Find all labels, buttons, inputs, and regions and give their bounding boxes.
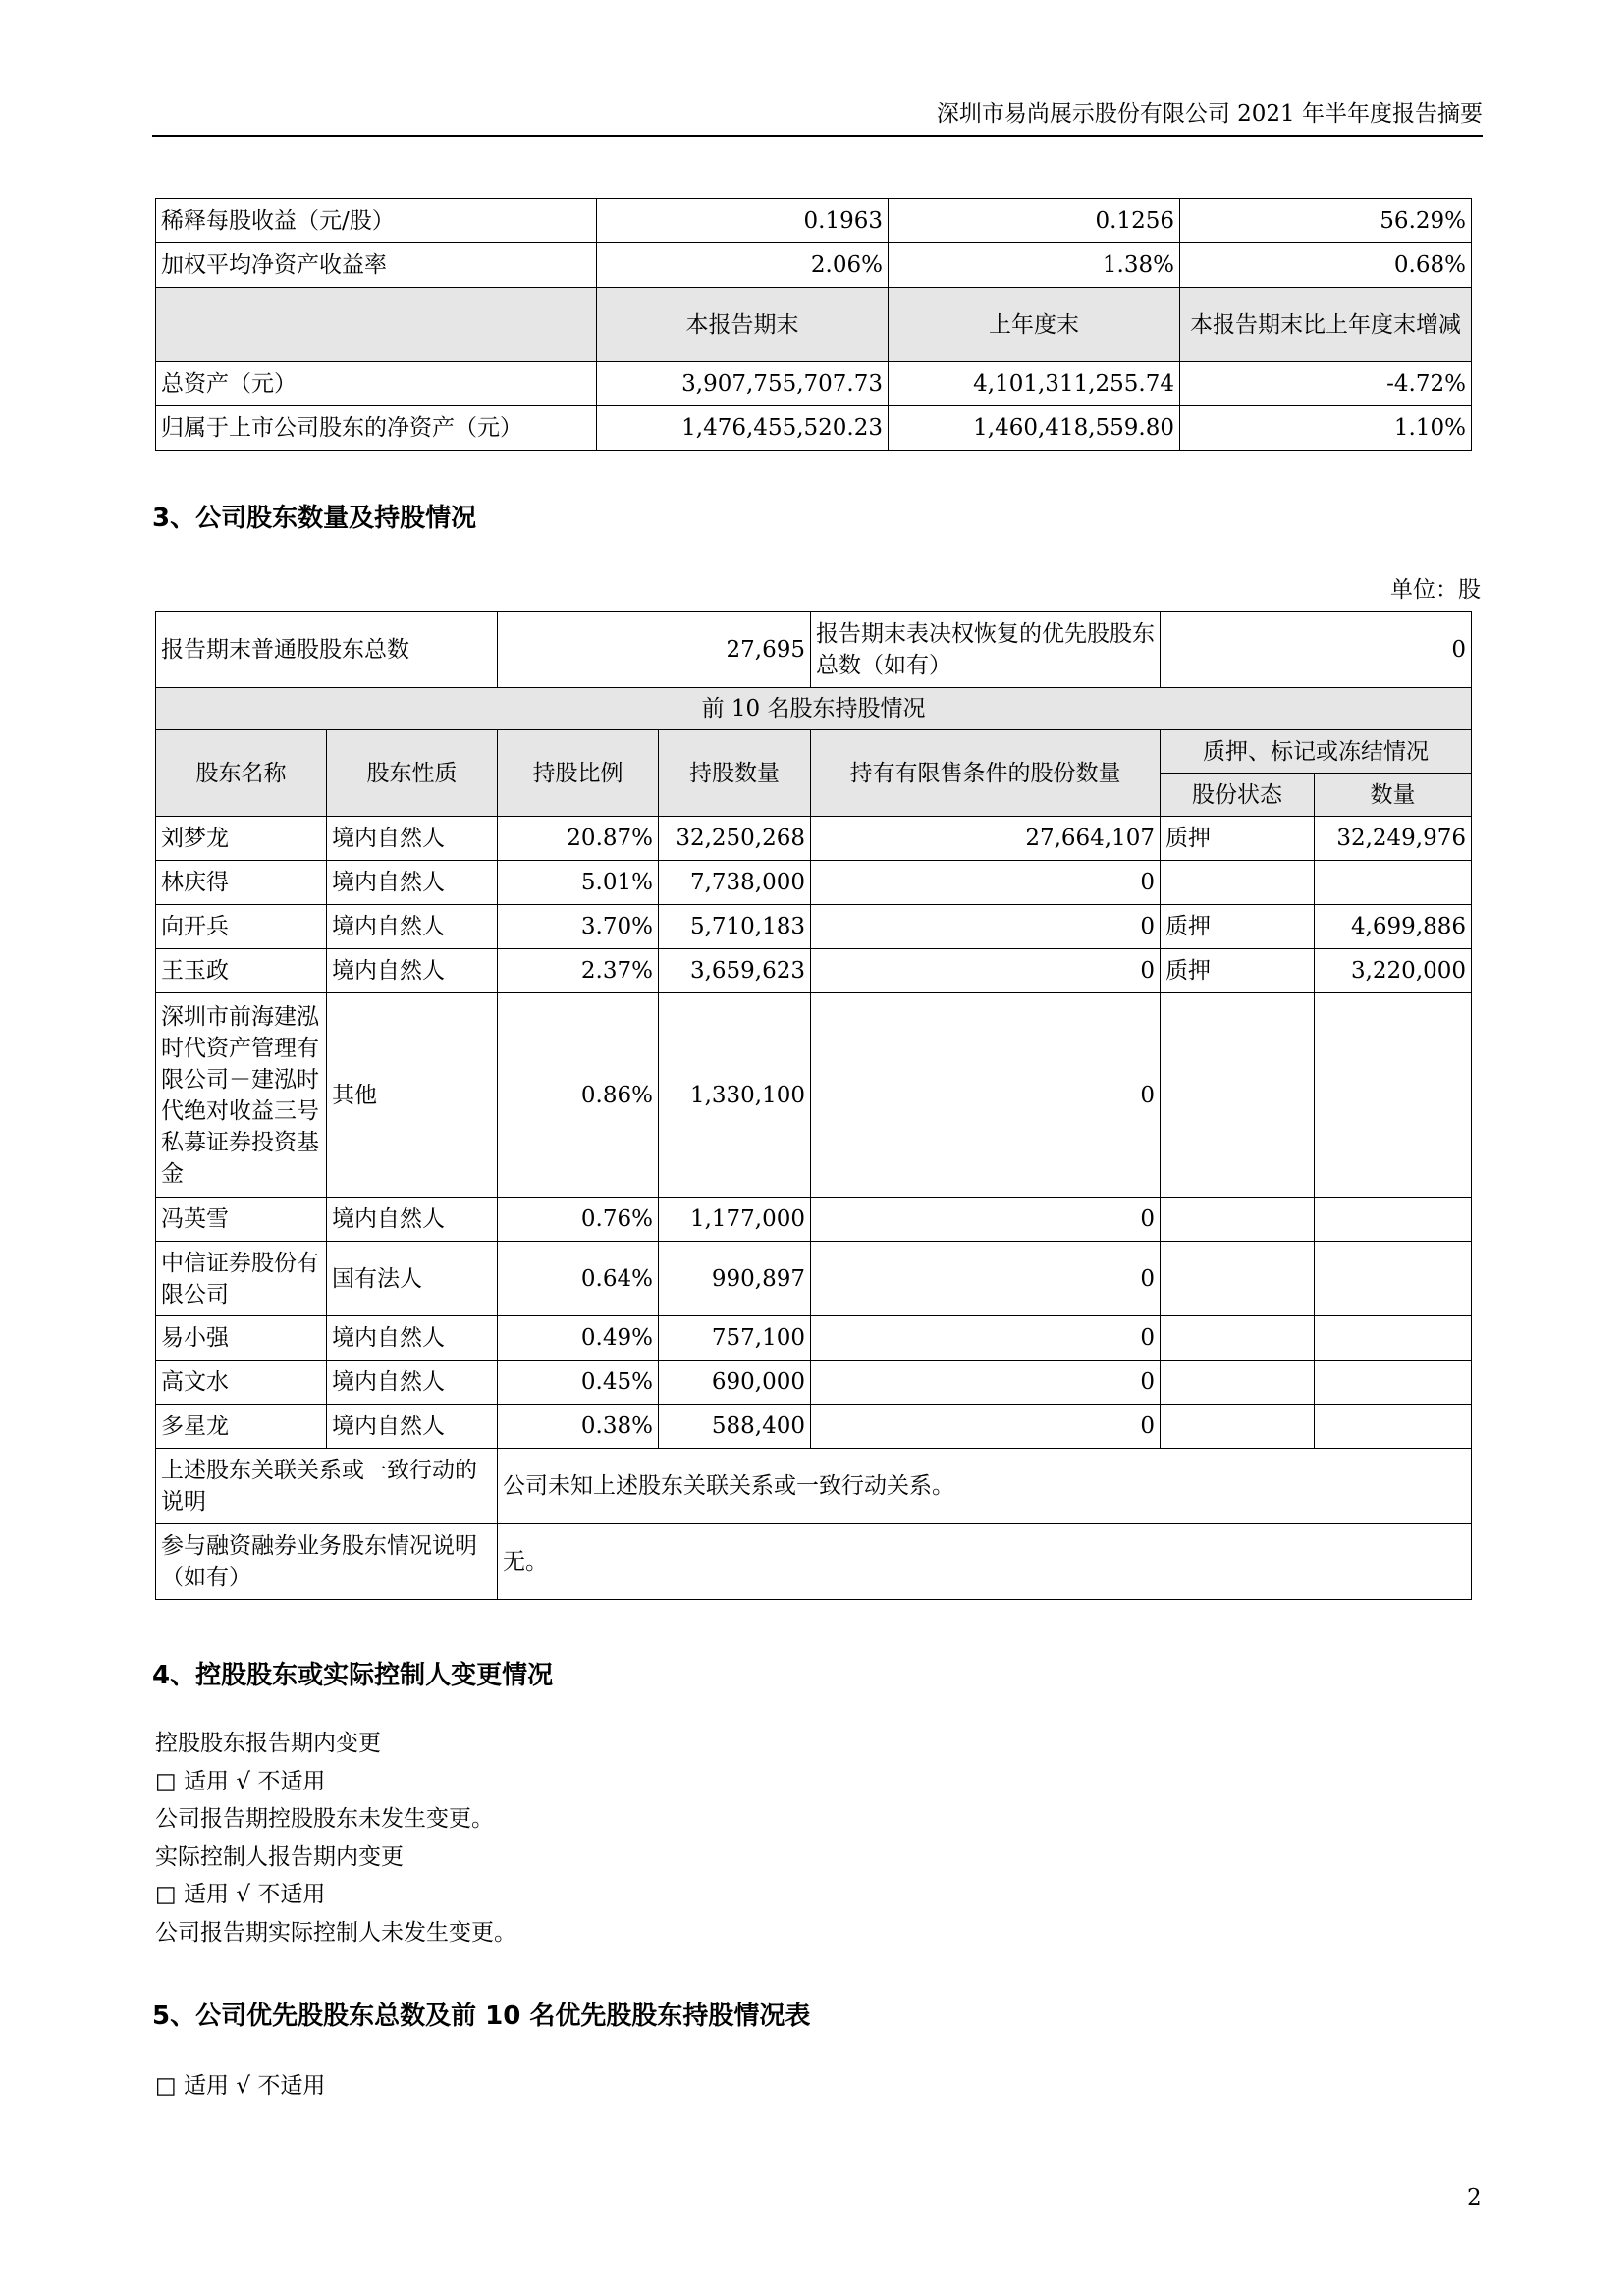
row-label: 归属于上市公司股东的净资产（元） [156, 406, 597, 451]
holding-ratio: 0.49% [498, 1316, 659, 1361]
shareholder-name: 中信证券股份有限公司 [156, 1242, 327, 1316]
share-status [1161, 1198, 1315, 1242]
holding-ratio: 20.87% [498, 817, 659, 861]
table-row [156, 861, 1472, 905]
share-status [1161, 1361, 1315, 1405]
holding-quantity: 3,659,623 [659, 949, 811, 993]
table-row [156, 905, 1472, 949]
shareholder-nature: 境内自然人 [327, 1316, 498, 1361]
pledged-count: 32,249,976 [1315, 817, 1472, 861]
current-value: 2.06% [597, 243, 889, 288]
table-row [156, 949, 1472, 993]
previous-value: 1.38% [889, 243, 1180, 288]
shareholder-nature: 境内自然人 [327, 1405, 498, 1449]
column-header: 股份状态 [1161, 774, 1315, 817]
paragraph-line: 公司报告期控股股东未发生变更。 [155, 1806, 494, 1832]
paragraph-line: 实际控制人报告期内变更 [155, 1844, 404, 1870]
shareholder-nature: 境内自然人 [327, 905, 498, 949]
shareholder-nature: 境内自然人 [327, 1198, 498, 1242]
holding-quantity: 5,710,183 [659, 905, 811, 949]
shareholders-table [155, 611, 1472, 1600]
empty-header-cell [156, 288, 597, 362]
table-row [156, 1242, 1472, 1316]
current-value: 0.1963 [597, 199, 889, 243]
holding-ratio: 0.45% [498, 1361, 659, 1405]
shareholder-nature: 境内自然人 [327, 817, 498, 861]
column-header: 本报告期末 [597, 288, 889, 362]
change-value: -4.72% [1180, 362, 1472, 406]
paragraph-line: 公司报告期实际控制人未发生变更。 [155, 1920, 516, 1946]
preferred-shareholders-value: 0 [1161, 612, 1472, 688]
holding-quantity: 7,738,000 [659, 861, 811, 905]
table-row [156, 1449, 1472, 1524]
top10-title: 前 10 名股东持股情况 [156, 688, 1472, 730]
column-header: 数量 [1315, 774, 1472, 817]
holding-quantity: 1,330,100 [659, 993, 811, 1198]
table-row [156, 1405, 1472, 1449]
shareholder-name: 易小强 [156, 1316, 327, 1361]
restricted-shares: 0 [811, 1361, 1161, 1405]
shareholder-name: 多星龙 [156, 1405, 327, 1449]
pledged-count [1315, 1405, 1472, 1449]
restricted-shares: 0 [811, 905, 1161, 949]
shareholder-nature: 境内自然人 [327, 1361, 498, 1405]
restricted-shares: 0 [811, 1316, 1161, 1361]
paragraph-line: □ 适用 √ 不适用 [155, 2073, 326, 2099]
change-value: 0.68% [1180, 243, 1472, 288]
shareholder-name: 深圳市前海建泓时代资产管理有限公司－建泓时代绝对收益三号私募证券投资基金 [156, 993, 327, 1198]
preferred-shareholders-label: 报告期末表决权恢复的优先股股东总数（如有） [811, 612, 1161, 688]
row-label: 加权平均净资产收益率 [156, 243, 597, 288]
shareholder-name: 刘梦龙 [156, 817, 327, 861]
share-status: 质押 [1161, 817, 1315, 861]
unit-label: 单位：股 [1390, 577, 1481, 603]
page-header [152, 96, 1483, 137]
row-label: 稀释每股收益（元/股） [156, 199, 597, 243]
table-row [156, 1524, 1472, 1600]
related-party-value: 公司未知上述股东关联关系或一致行动关系。 [498, 1449, 1472, 1524]
pledged-count: 3,220,000 [1315, 949, 1472, 993]
pledged-count [1315, 1198, 1472, 1242]
holding-ratio: 0.76% [498, 1198, 659, 1242]
row-label: 总资产（元） [156, 362, 597, 406]
holding-quantity: 990,897 [659, 1242, 811, 1316]
table-row [156, 406, 1472, 451]
header-title: 深圳市易尚展示股份有限公司 2021 年半年度报告摘要 [936, 101, 1483, 127]
pledged-count [1315, 993, 1472, 1198]
table-subheader-row [156, 288, 1472, 362]
pledged-count [1315, 1361, 1472, 1405]
table-row [156, 993, 1472, 1198]
change-value: 56.29% [1180, 199, 1472, 243]
column-header: 持有有限售条件的股份数量 [811, 730, 1161, 817]
holding-quantity: 690,000 [659, 1361, 811, 1405]
table-row [156, 1361, 1472, 1405]
restricted-shares: 0 [811, 1198, 1161, 1242]
shareholder-nature: 境内自然人 [327, 861, 498, 905]
shareholder-name: 林庆得 [156, 861, 327, 905]
column-header: 持股比例 [498, 730, 659, 817]
holding-quantity: 32,250,268 [659, 817, 811, 861]
restricted-shares: 0 [811, 1242, 1161, 1316]
section-3-title: 3、公司股东数量及持股情况 [152, 504, 477, 533]
holding-ratio: 3.70% [498, 905, 659, 949]
share-status [1161, 993, 1315, 1198]
column-header: 股东性质 [327, 730, 498, 817]
total-shareholders-value: 27,695 [498, 612, 811, 688]
pledged-count [1315, 1242, 1472, 1316]
restricted-shares: 27,664,107 [811, 817, 1161, 861]
share-status [1161, 1316, 1315, 1361]
paragraph-line: 控股股东报告期内变更 [155, 1731, 381, 1756]
table-row [156, 612, 1472, 688]
shareholder-name: 高文水 [156, 1361, 327, 1405]
pledged-count [1315, 1316, 1472, 1361]
related-party-label: 上述股东关联关系或一致行动的说明 [156, 1449, 498, 1524]
total-shareholders-label: 报告期末普通股股东总数 [156, 612, 498, 688]
shareholder-nature: 国有法人 [327, 1242, 498, 1316]
column-header: 质押、标记或冻结情况 [1161, 730, 1472, 774]
restricted-shares: 0 [811, 861, 1161, 905]
table-row [156, 1198, 1472, 1242]
holding-quantity: 588,400 [659, 1405, 811, 1449]
share-status: 质押 [1161, 905, 1315, 949]
table-row [156, 817, 1472, 861]
shareholder-name: 王玉政 [156, 949, 327, 993]
restricted-shares: 0 [811, 949, 1161, 993]
previous-value: 1,460,418,559.80 [889, 406, 1180, 451]
section-5-title: 5、公司优先股股东总数及前 10 名优先股股东持股情况表 [152, 2002, 811, 2031]
table-row [156, 688, 1472, 730]
share-status [1161, 1242, 1315, 1316]
column-header: 股东名称 [156, 730, 327, 817]
holding-quantity: 1,177,000 [659, 1198, 811, 1242]
table-header-row [156, 730, 1472, 774]
shareholder-name: 向开兵 [156, 905, 327, 949]
table-row [156, 199, 1472, 243]
financial-indicators-table [155, 198, 1472, 451]
paragraph-line: □ 适用 √ 不适用 [155, 1882, 326, 1907]
page-number: 2 [1467, 2185, 1482, 2211]
change-value: 1.10% [1180, 406, 1472, 451]
margin-trading-value: 无。 [498, 1524, 1472, 1600]
column-header: 上年度末 [889, 288, 1180, 362]
table-row [156, 243, 1472, 288]
holding-ratio: 0.86% [498, 993, 659, 1198]
pledged-count: 4,699,886 [1315, 905, 1472, 949]
previous-value: 0.1256 [889, 199, 1180, 243]
share-status: 质押 [1161, 949, 1315, 993]
shareholder-nature: 其他 [327, 993, 498, 1198]
restricted-shares: 0 [811, 1405, 1161, 1449]
holding-ratio: 0.38% [498, 1405, 659, 1449]
shareholder-nature: 境内自然人 [327, 949, 498, 993]
previous-value: 4,101,311,255.74 [889, 362, 1180, 406]
table-row [156, 362, 1472, 406]
pledged-count [1315, 861, 1472, 905]
restricted-shares: 0 [811, 993, 1161, 1198]
column-header: 本报告期末比上年度末增减 [1180, 288, 1472, 362]
share-status [1161, 861, 1315, 905]
holding-ratio: 0.64% [498, 1242, 659, 1316]
holding-quantity: 757,100 [659, 1316, 811, 1361]
section-4-title: 4、控股股东或实际控制人变更情况 [152, 1661, 554, 1690]
paragraph-line: □ 适用 √ 不适用 [155, 1769, 326, 1794]
current-value: 1,476,455,520.23 [597, 406, 889, 451]
current-value: 3,907,755,707.73 [597, 362, 889, 406]
holding-ratio: 5.01% [498, 861, 659, 905]
margin-trading-label: 参与融资融券业务股东情况说明（如有） [156, 1524, 498, 1600]
holding-ratio: 2.37% [498, 949, 659, 993]
column-header: 持股数量 [659, 730, 811, 817]
shareholder-name: 冯英雪 [156, 1198, 327, 1242]
share-status [1161, 1405, 1315, 1449]
table-row [156, 1316, 1472, 1361]
